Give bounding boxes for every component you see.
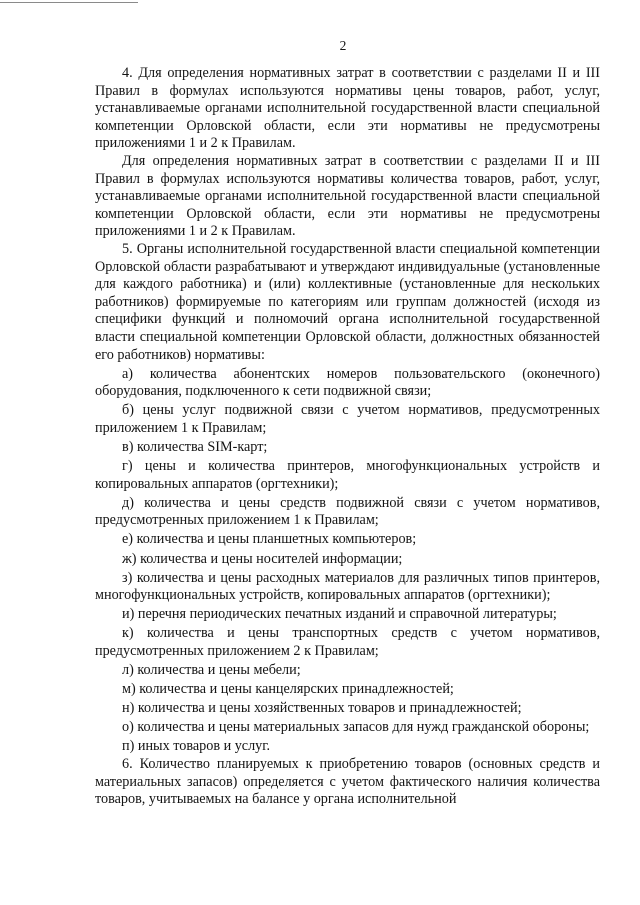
list-item-k: к) количества и цены транспортных средств с учетом нормативов, предусмотренных приложением 2 к Правилам; [95,625,600,659]
paragraph-4-continued: Для определения нормативных затрат в соответствии с разделами II и III Правил в формулах используются нормативы количества товаров, работ, услуг, устанавливаемые органами исполнительной государственной власти специальной компетенции Орловской области, если эти нормативы не предусмотрены приложениями 1 и 2 к Правилам. [95,152,600,240]
document-body [95,65,600,809]
list-item-a: а) количества абонентских номеров пользовательского (оконечного) оборудования, подключенного к сети подвижной связи; [95,365,600,400]
page-number: 2 [339,38,347,53]
list-item-i: и) перечня периодических печатных изданий и справочной литературы; [122,606,557,623]
paragraph-6: 6. Количество планируемых к приобретению товаров (основных средств и материальных запасов) определяется с учетом фактического наличия количества товаров, учитываемых на балансе у органа исполнительной [95,756,600,808]
list-item-l: л) количества и цены мебели; [122,662,301,679]
paragraph-5: 5. Органы исполнительной государственной власти специальной компетенции Орловской области разрабатывают и утверждают индивидуальные (установленные для каждого работника) и (или) коллективные (установленные для нескольких работников) формируемые по категориям или группам должностей (исходя из специфики функций и полномочий органа исполнительной государственной власти специальной компетенции Орловской области, должностных обязанностей его работников) нормативы: [95,240,600,363]
list-item-zh: ж) количества и цены носителей информации; [122,550,403,567]
list-item-z: з) количества и цены расходных материалов для различных типов принтеров, многофункциональных устройств, копировальных аппаратов (оргтехники); [95,569,600,604]
list-item-g: г) цены и количества принтеров, многофункциональных устройств и копировальных аппаратов (оргтехники); [95,458,600,492]
list-item-p: п) иных товаров и услуг. [122,738,271,755]
scan-edge-line [0,2,138,3]
list-item-n: н) количества и цены хозяйственных товаров и принадлежностей; [122,700,522,717]
list-item-d: д) количества и цены средств подвижной связи с учетом нормативов, предусмотренных приложением 1 к Правилам; [95,494,600,529]
list-item-v: в) количества SIM-карт; [122,438,268,455]
list-item-m: м) количества и цены канцелярских принадлежностей; [122,681,454,698]
list-item-e: е) количества и цены планшетных компьютеров; [122,531,417,548]
list-item-b: б) цены услуг подвижной связи с учетом нормативов, предусмотренных приложением 1 к Правилам; [95,402,600,436]
paragraph-4: 4. Для определения нормативных затрат в соответствии с разделами II и III Правил в формулах используются нормативы цены товаров, работ, услуг, устанавливаемые органами исполнительной государственной власти специальной компетенции Орловской области, если эти нормативы не предусмотрены приложениями 1 и 2 к Правилам. [95,65,600,152]
list-item-o: о) количества и цены материальных запасов для нужд гражданской обороны; [122,719,590,736]
